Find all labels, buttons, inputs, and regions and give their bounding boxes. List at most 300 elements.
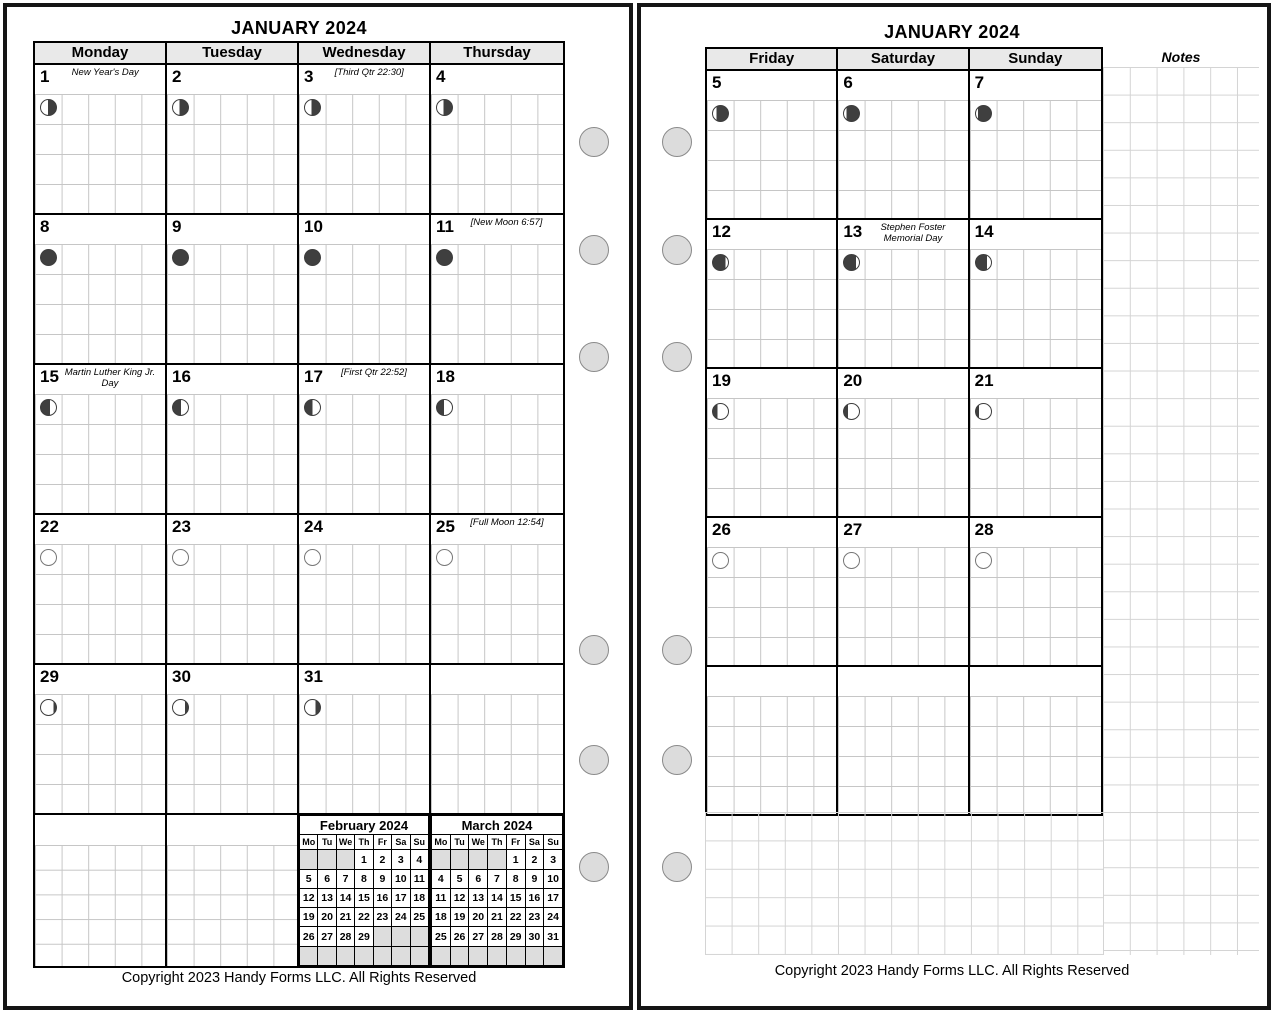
mini-date-cell bbox=[450, 850, 469, 869]
mini-date-cell: 1 bbox=[506, 850, 525, 869]
mini-calendar-february-host bbox=[299, 815, 431, 966]
mini-empty-cell bbox=[318, 946, 336, 965]
mini-calendar-empty-row bbox=[432, 946, 563, 965]
mini-weekday-label: Sa bbox=[525, 835, 544, 850]
day-strip bbox=[707, 369, 836, 398]
mini-date-cell: 19 bbox=[300, 908, 318, 927]
mini-date-cell: 21 bbox=[336, 908, 354, 927]
mini-empty-cell bbox=[410, 946, 428, 965]
day-strip bbox=[707, 518, 836, 547]
mini-date-cell: 20 bbox=[318, 908, 336, 927]
right-page bbox=[637, 3, 1271, 1010]
day-cell-20 bbox=[838, 369, 969, 516]
mini-empty-cell bbox=[544, 946, 563, 965]
mini-empty-cell bbox=[450, 946, 469, 965]
writing-grid bbox=[970, 696, 1101, 814]
mini-empty-cell bbox=[336, 946, 354, 965]
moon-phase-icon bbox=[40, 99, 57, 116]
day-number: 26 bbox=[712, 520, 731, 539]
mini-calendar-february-2024 bbox=[299, 815, 429, 966]
day-number: 14 bbox=[974, 222, 994, 241]
day-strip bbox=[970, 518, 1101, 547]
moon-phase-icon bbox=[172, 249, 189, 266]
writing-grid bbox=[707, 696, 836, 814]
day-strip bbox=[838, 71, 967, 100]
mini-calendar-march-host bbox=[431, 815, 563, 966]
mini-calendar-title: February 2024 bbox=[300, 816, 429, 835]
notes-writing-grid bbox=[1103, 67, 1259, 955]
mini-date-cell bbox=[300, 850, 318, 869]
moon-phase-icon bbox=[436, 99, 453, 116]
mini-date-cell: 8 bbox=[355, 869, 373, 888]
writing-grid bbox=[167, 845, 297, 966]
day-number: 10 bbox=[304, 217, 323, 236]
day-cell-18 bbox=[431, 365, 563, 513]
day-number: 24 bbox=[304, 517, 323, 536]
mini-date-cell: 5 bbox=[300, 869, 318, 888]
day-strip bbox=[167, 515, 297, 544]
mini-weekday-label: Th bbox=[355, 835, 373, 850]
day-strip bbox=[970, 667, 1101, 696]
day-number: 30 bbox=[172, 667, 191, 686]
week-row bbox=[705, 220, 1103, 369]
mini-weekday-label: Tu bbox=[318, 835, 336, 850]
binder-hole bbox=[579, 342, 609, 372]
moon-phase-icon bbox=[40, 249, 57, 266]
day-number: 11 bbox=[436, 217, 454, 236]
moon-phase-icon bbox=[436, 249, 453, 266]
mini-calendar-date-row bbox=[300, 850, 429, 869]
week-row bbox=[33, 215, 565, 365]
header-wednesday: Wednesday bbox=[299, 43, 431, 63]
mini-calendar-weekday-row bbox=[300, 835, 429, 850]
day-cell-31 bbox=[299, 665, 431, 813]
moon-phase-icon bbox=[40, 699, 57, 716]
week-row bbox=[705, 369, 1103, 518]
moon-phase-icon bbox=[975, 105, 992, 122]
day-strip bbox=[299, 665, 429, 694]
day-note: [Full Moon 12:54] bbox=[470, 517, 544, 528]
mini-date-cell: 10 bbox=[544, 869, 563, 888]
mini-date-cell: 26 bbox=[300, 927, 318, 946]
mini-date-cell: 28 bbox=[336, 927, 354, 946]
mini-date-cell: 14 bbox=[488, 888, 507, 907]
mini-date-cell: 2 bbox=[525, 850, 544, 869]
mini-calendar-weekday-row bbox=[432, 835, 563, 850]
moon-phase-icon bbox=[712, 403, 729, 420]
mini-empty-cell bbox=[392, 946, 410, 965]
mini-calendar-date-row bbox=[432, 850, 563, 869]
day-number: 9 bbox=[172, 217, 182, 236]
day-number: 16 bbox=[172, 367, 191, 386]
day-cell-empty bbox=[431, 665, 563, 813]
moon-phase-icon bbox=[304, 549, 321, 566]
right-weeks-container bbox=[705, 71, 1103, 816]
moon-phase-icon bbox=[172, 399, 189, 416]
header-monday: Monday bbox=[35, 43, 167, 63]
binder-hole bbox=[662, 235, 692, 265]
day-cell-10 bbox=[299, 215, 431, 363]
mini-date-cell: 22 bbox=[506, 908, 525, 927]
day-number: 28 bbox=[974, 520, 994, 539]
mini-date-cell: 16 bbox=[373, 888, 391, 907]
mini-calendar-date-row bbox=[432, 869, 563, 888]
moon-phase-icon bbox=[975, 403, 992, 420]
left-weeks-container bbox=[33, 65, 565, 815]
right-page-title: JANUARY 2024 bbox=[884, 22, 1020, 42]
day-number: 27 bbox=[843, 520, 863, 539]
day-strip bbox=[167, 365, 297, 394]
mini-date-cell: 24 bbox=[544, 908, 563, 927]
moon-phase-icon bbox=[172, 549, 189, 566]
day-number: 12 bbox=[712, 222, 731, 241]
moon-phase-icon bbox=[40, 399, 57, 416]
mini-date-cell: 6 bbox=[469, 869, 488, 888]
binder-hole bbox=[662, 127, 692, 157]
day-cell-24 bbox=[299, 515, 431, 663]
mini-empty-cell bbox=[506, 946, 525, 965]
day-note: New Year's Day bbox=[71, 67, 139, 78]
day-number: 3 bbox=[304, 67, 314, 86]
day-number: 17 bbox=[304, 367, 323, 386]
day-cell-9 bbox=[167, 215, 299, 363]
day-number: 21 bbox=[974, 371, 994, 390]
mini-date-cell: 15 bbox=[355, 888, 373, 907]
mini-date-cell bbox=[432, 850, 451, 869]
mini-date-cell: 31 bbox=[544, 927, 563, 946]
mini-date-cell: 12 bbox=[300, 888, 318, 907]
header-tuesday: Tuesday bbox=[167, 43, 299, 63]
mini-date-cell: 7 bbox=[488, 869, 507, 888]
binder-hole bbox=[662, 635, 692, 665]
mini-date-cell: 9 bbox=[373, 869, 391, 888]
day-cell-16 bbox=[167, 365, 299, 513]
mini-empty-cell bbox=[525, 946, 544, 965]
mini-weekday-label: Th bbox=[488, 835, 507, 850]
mini-date-cell: 20 bbox=[469, 908, 488, 927]
mini-weekday-label: Mo bbox=[300, 835, 318, 850]
mini-date-cell: 17 bbox=[544, 888, 563, 907]
binder-hole bbox=[579, 127, 609, 157]
day-strip bbox=[838, 518, 967, 547]
moon-phase-icon bbox=[304, 699, 321, 716]
mini-empty-cell bbox=[432, 946, 451, 965]
day-cell-28 bbox=[970, 518, 1101, 665]
mini-date-cell bbox=[392, 927, 410, 946]
mini-date-cell: 5 bbox=[450, 869, 469, 888]
day-strip bbox=[299, 365, 429, 394]
day-number: 5 bbox=[712, 73, 722, 92]
mini-date-cell: 30 bbox=[525, 927, 544, 946]
day-cell-30 bbox=[167, 665, 299, 813]
moon-phase-icon bbox=[712, 552, 729, 569]
moon-phase-icon bbox=[304, 249, 321, 266]
day-cell-25 bbox=[431, 515, 563, 663]
day-number: 13 bbox=[843, 222, 863, 241]
day-cell-7 bbox=[970, 71, 1101, 218]
day-strip bbox=[35, 215, 165, 244]
mini-weekday-label: Sa bbox=[392, 835, 410, 850]
mini-date-cell: 21 bbox=[488, 908, 507, 927]
day-strip bbox=[167, 65, 297, 94]
day-cell-empty bbox=[838, 667, 969, 814]
day-strip bbox=[838, 667, 967, 696]
day-strip bbox=[167, 665, 297, 694]
day-cell-3 bbox=[299, 65, 431, 213]
mini-date-cell: 27 bbox=[318, 927, 336, 946]
week-row bbox=[33, 665, 565, 815]
mini-calendar-date-row bbox=[300, 888, 429, 907]
mini-weekday-label: Fr bbox=[506, 835, 525, 850]
day-number: 25 bbox=[436, 517, 455, 536]
day-note: [First Qtr 22:52] bbox=[340, 367, 407, 378]
mini-weekday-label: We bbox=[469, 835, 488, 850]
day-number: 4 bbox=[436, 67, 446, 86]
day-cell-23 bbox=[167, 515, 299, 663]
mini-calendar-title-row bbox=[432, 816, 563, 835]
day-cell-11 bbox=[431, 215, 563, 363]
mini-empty-cell bbox=[488, 946, 507, 965]
mini-date-cell: 18 bbox=[410, 888, 428, 907]
mini-empty-cell bbox=[469, 946, 488, 965]
mini-date-cell: 25 bbox=[410, 908, 428, 927]
mini-date-cell: 24 bbox=[392, 908, 410, 927]
mini-date-cell: 23 bbox=[525, 908, 544, 927]
right-copyright: Copyright 2023 Handy Forms LLC. All Rights Reserved bbox=[774, 963, 1130, 979]
day-strip bbox=[970, 220, 1101, 249]
mini-weekday-label: Tu bbox=[450, 835, 469, 850]
mini-weekday-label: Su bbox=[410, 835, 428, 850]
mini-date-cell bbox=[373, 927, 391, 946]
mini-date-cell: 8 bbox=[506, 869, 525, 888]
writing-grid bbox=[838, 696, 967, 814]
mini-calendar-empty-row bbox=[300, 946, 429, 965]
day-number: 2 bbox=[172, 67, 182, 86]
day-strip bbox=[970, 369, 1101, 398]
binder-hole bbox=[579, 745, 609, 775]
day-strip bbox=[35, 365, 165, 394]
mini-date-cell bbox=[410, 927, 428, 946]
day-cell-6 bbox=[838, 71, 969, 218]
mini-date-cell bbox=[488, 850, 507, 869]
day-strip bbox=[431, 515, 563, 544]
day-strip bbox=[299, 515, 429, 544]
day-number: 20 bbox=[843, 371, 863, 390]
day-strip bbox=[431, 65, 563, 94]
day-strip bbox=[35, 65, 165, 94]
day-number: 22 bbox=[40, 517, 59, 536]
day-cell-17 bbox=[299, 365, 431, 513]
mini-date-cell: 3 bbox=[392, 850, 410, 869]
day-cell-26 bbox=[707, 518, 838, 665]
day-number: 18 bbox=[436, 367, 455, 386]
writing-grid bbox=[35, 845, 165, 966]
mini-date-cell: 29 bbox=[506, 927, 525, 946]
moon-phase-icon bbox=[712, 105, 729, 122]
right-calendar-table bbox=[705, 47, 1103, 816]
day-note: Stephen Foster Memorial Day bbox=[880, 222, 946, 244]
mini-date-cell: 1 bbox=[355, 850, 373, 869]
header-thursday: Thursday bbox=[463, 44, 531, 61]
mini-date-cell: 9 bbox=[525, 869, 544, 888]
mini-date-cell: 11 bbox=[410, 869, 428, 888]
day-strip bbox=[35, 515, 165, 544]
mini-calendar-date-row bbox=[300, 927, 429, 946]
day-cell-14 bbox=[970, 220, 1101, 367]
mini-weekday-label: We bbox=[336, 835, 354, 850]
moon-phase-icon bbox=[304, 399, 321, 416]
mini-date-cell: 10 bbox=[392, 869, 410, 888]
header-friday: Friday bbox=[707, 49, 838, 69]
moon-phase-icon bbox=[436, 549, 453, 566]
mini-calendar-title: March 2024 bbox=[432, 816, 563, 835]
mini-date-cell: 13 bbox=[469, 888, 488, 907]
mini-date-cell: 14 bbox=[336, 888, 354, 907]
week-row bbox=[705, 667, 1103, 816]
week-row bbox=[33, 65, 565, 215]
notes-label: Notes bbox=[1161, 49, 1201, 65]
day-strip bbox=[299, 65, 429, 94]
mini-date-cell: 12 bbox=[450, 888, 469, 907]
mini-date-cell: 18 bbox=[432, 908, 451, 927]
mini-date-cell: 7 bbox=[336, 869, 354, 888]
mini-date-cell: 28 bbox=[488, 927, 507, 946]
day-number: 29 bbox=[40, 667, 59, 686]
left-page bbox=[3, 3, 633, 1010]
day-number: 23 bbox=[172, 517, 191, 536]
left-bottom-row bbox=[33, 815, 565, 968]
day-cell-15 bbox=[35, 365, 167, 513]
mini-date-cell: 22 bbox=[355, 908, 373, 927]
day-cell-4 bbox=[431, 65, 563, 213]
mini-date-cell bbox=[469, 850, 488, 869]
mini-date-cell: 26 bbox=[450, 927, 469, 946]
day-cell-empty bbox=[970, 667, 1101, 814]
blank-grid-cell bbox=[35, 815, 167, 966]
mini-weekday-label: Su bbox=[544, 835, 563, 850]
mini-calendar-title-row bbox=[300, 816, 429, 835]
day-note: [New Moon 6:57] bbox=[470, 217, 543, 228]
header-saturday: Saturday bbox=[838, 49, 969, 69]
mini-date-cell: 6 bbox=[318, 869, 336, 888]
day-cell-1 bbox=[35, 65, 167, 213]
mini-calendar-date-row bbox=[300, 869, 429, 888]
mini-date-cell: 29 bbox=[355, 927, 373, 946]
binder-hole bbox=[579, 235, 609, 265]
mini-date-cell: 4 bbox=[432, 869, 451, 888]
day-strip bbox=[431, 215, 563, 244]
moon-phase-icon bbox=[436, 399, 453, 416]
binder-hole bbox=[662, 852, 692, 882]
mini-date-cell: 23 bbox=[373, 908, 391, 927]
mini-date-cell: 17 bbox=[392, 888, 410, 907]
right-day-header-row bbox=[705, 47, 1103, 71]
day-strip bbox=[431, 365, 563, 394]
mini-date-cell: 13 bbox=[318, 888, 336, 907]
day-cell-13 bbox=[838, 220, 969, 367]
day-strip bbox=[838, 220, 967, 249]
mini-date-cell: 16 bbox=[525, 888, 544, 907]
day-strip bbox=[707, 667, 836, 696]
day-cell-8 bbox=[35, 215, 167, 363]
mini-date-cell: 4 bbox=[410, 850, 428, 869]
blank-grid-cell bbox=[167, 815, 299, 966]
day-note: Martin Luther King Jr. Day bbox=[64, 367, 156, 389]
week-row bbox=[33, 365, 565, 515]
day-strip bbox=[431, 665, 563, 694]
day-number: 6 bbox=[843, 73, 853, 92]
day-number: 1 bbox=[40, 67, 50, 86]
day-cell-12 bbox=[707, 220, 838, 367]
mini-calendar-date-row bbox=[432, 908, 563, 927]
moon-phase-icon bbox=[304, 99, 321, 116]
mini-date-cell: 3 bbox=[544, 850, 563, 869]
mini-date-cell: 25 bbox=[432, 927, 451, 946]
mini-empty-cell bbox=[373, 946, 391, 965]
header-sunday: Sunday bbox=[1008, 50, 1063, 67]
binder-hole bbox=[662, 745, 692, 775]
week-row bbox=[705, 71, 1103, 220]
binder-hole bbox=[579, 635, 609, 665]
mini-calendar-march-2024 bbox=[431, 815, 563, 966]
day-number: 19 bbox=[712, 371, 731, 390]
day-cell-19 bbox=[707, 369, 838, 516]
mini-weekday-label: Mo bbox=[432, 835, 451, 850]
day-strip bbox=[35, 665, 165, 694]
left-page-title: JANUARY 2024 bbox=[231, 18, 367, 38]
bottom-writing-grid bbox=[705, 812, 1103, 955]
mini-calendar-date-row bbox=[300, 908, 429, 927]
mini-date-cell bbox=[336, 850, 354, 869]
day-strip bbox=[299, 215, 429, 244]
mini-date-cell: 27 bbox=[469, 927, 488, 946]
mini-calendar-date-row bbox=[432, 888, 563, 907]
day-strip bbox=[167, 215, 297, 244]
week-row bbox=[33, 515, 565, 665]
writing-grid bbox=[431, 694, 563, 813]
binder-hole bbox=[579, 852, 609, 882]
day-note: [Third Qtr 22:30] bbox=[334, 67, 404, 78]
mini-date-cell: 15 bbox=[506, 888, 525, 907]
day-number: 7 bbox=[974, 73, 985, 92]
day-cell-29 bbox=[35, 665, 167, 813]
moon-phase-icon bbox=[40, 549, 57, 566]
day-strip bbox=[838, 369, 967, 398]
day-cell-21 bbox=[970, 369, 1101, 516]
mini-date-cell: 11 bbox=[432, 888, 451, 907]
moon-phase-icon bbox=[975, 552, 992, 569]
day-strip bbox=[970, 71, 1101, 100]
day-strip bbox=[707, 71, 836, 100]
day-cell-empty bbox=[707, 667, 838, 814]
mini-calendar-date-row bbox=[432, 927, 563, 946]
day-number: 8 bbox=[40, 217, 50, 236]
day-cell-22 bbox=[35, 515, 167, 663]
day-cell-5 bbox=[707, 71, 838, 218]
mini-date-cell bbox=[318, 850, 336, 869]
day-cell-27 bbox=[838, 518, 969, 665]
week-row bbox=[705, 518, 1103, 667]
left-day-header-row bbox=[33, 41, 565, 65]
moon-phase-icon bbox=[975, 254, 992, 271]
day-strip bbox=[707, 220, 836, 249]
day-cell-2 bbox=[167, 65, 299, 213]
mini-date-cell: 2 bbox=[373, 850, 391, 869]
mini-date-cell: 19 bbox=[450, 908, 469, 927]
day-number: 15 bbox=[40, 367, 59, 386]
left-copyright: Copyright 2023 Handy Forms LLC. All Rights Reserved bbox=[121, 970, 477, 986]
mini-empty-cell bbox=[355, 946, 373, 965]
